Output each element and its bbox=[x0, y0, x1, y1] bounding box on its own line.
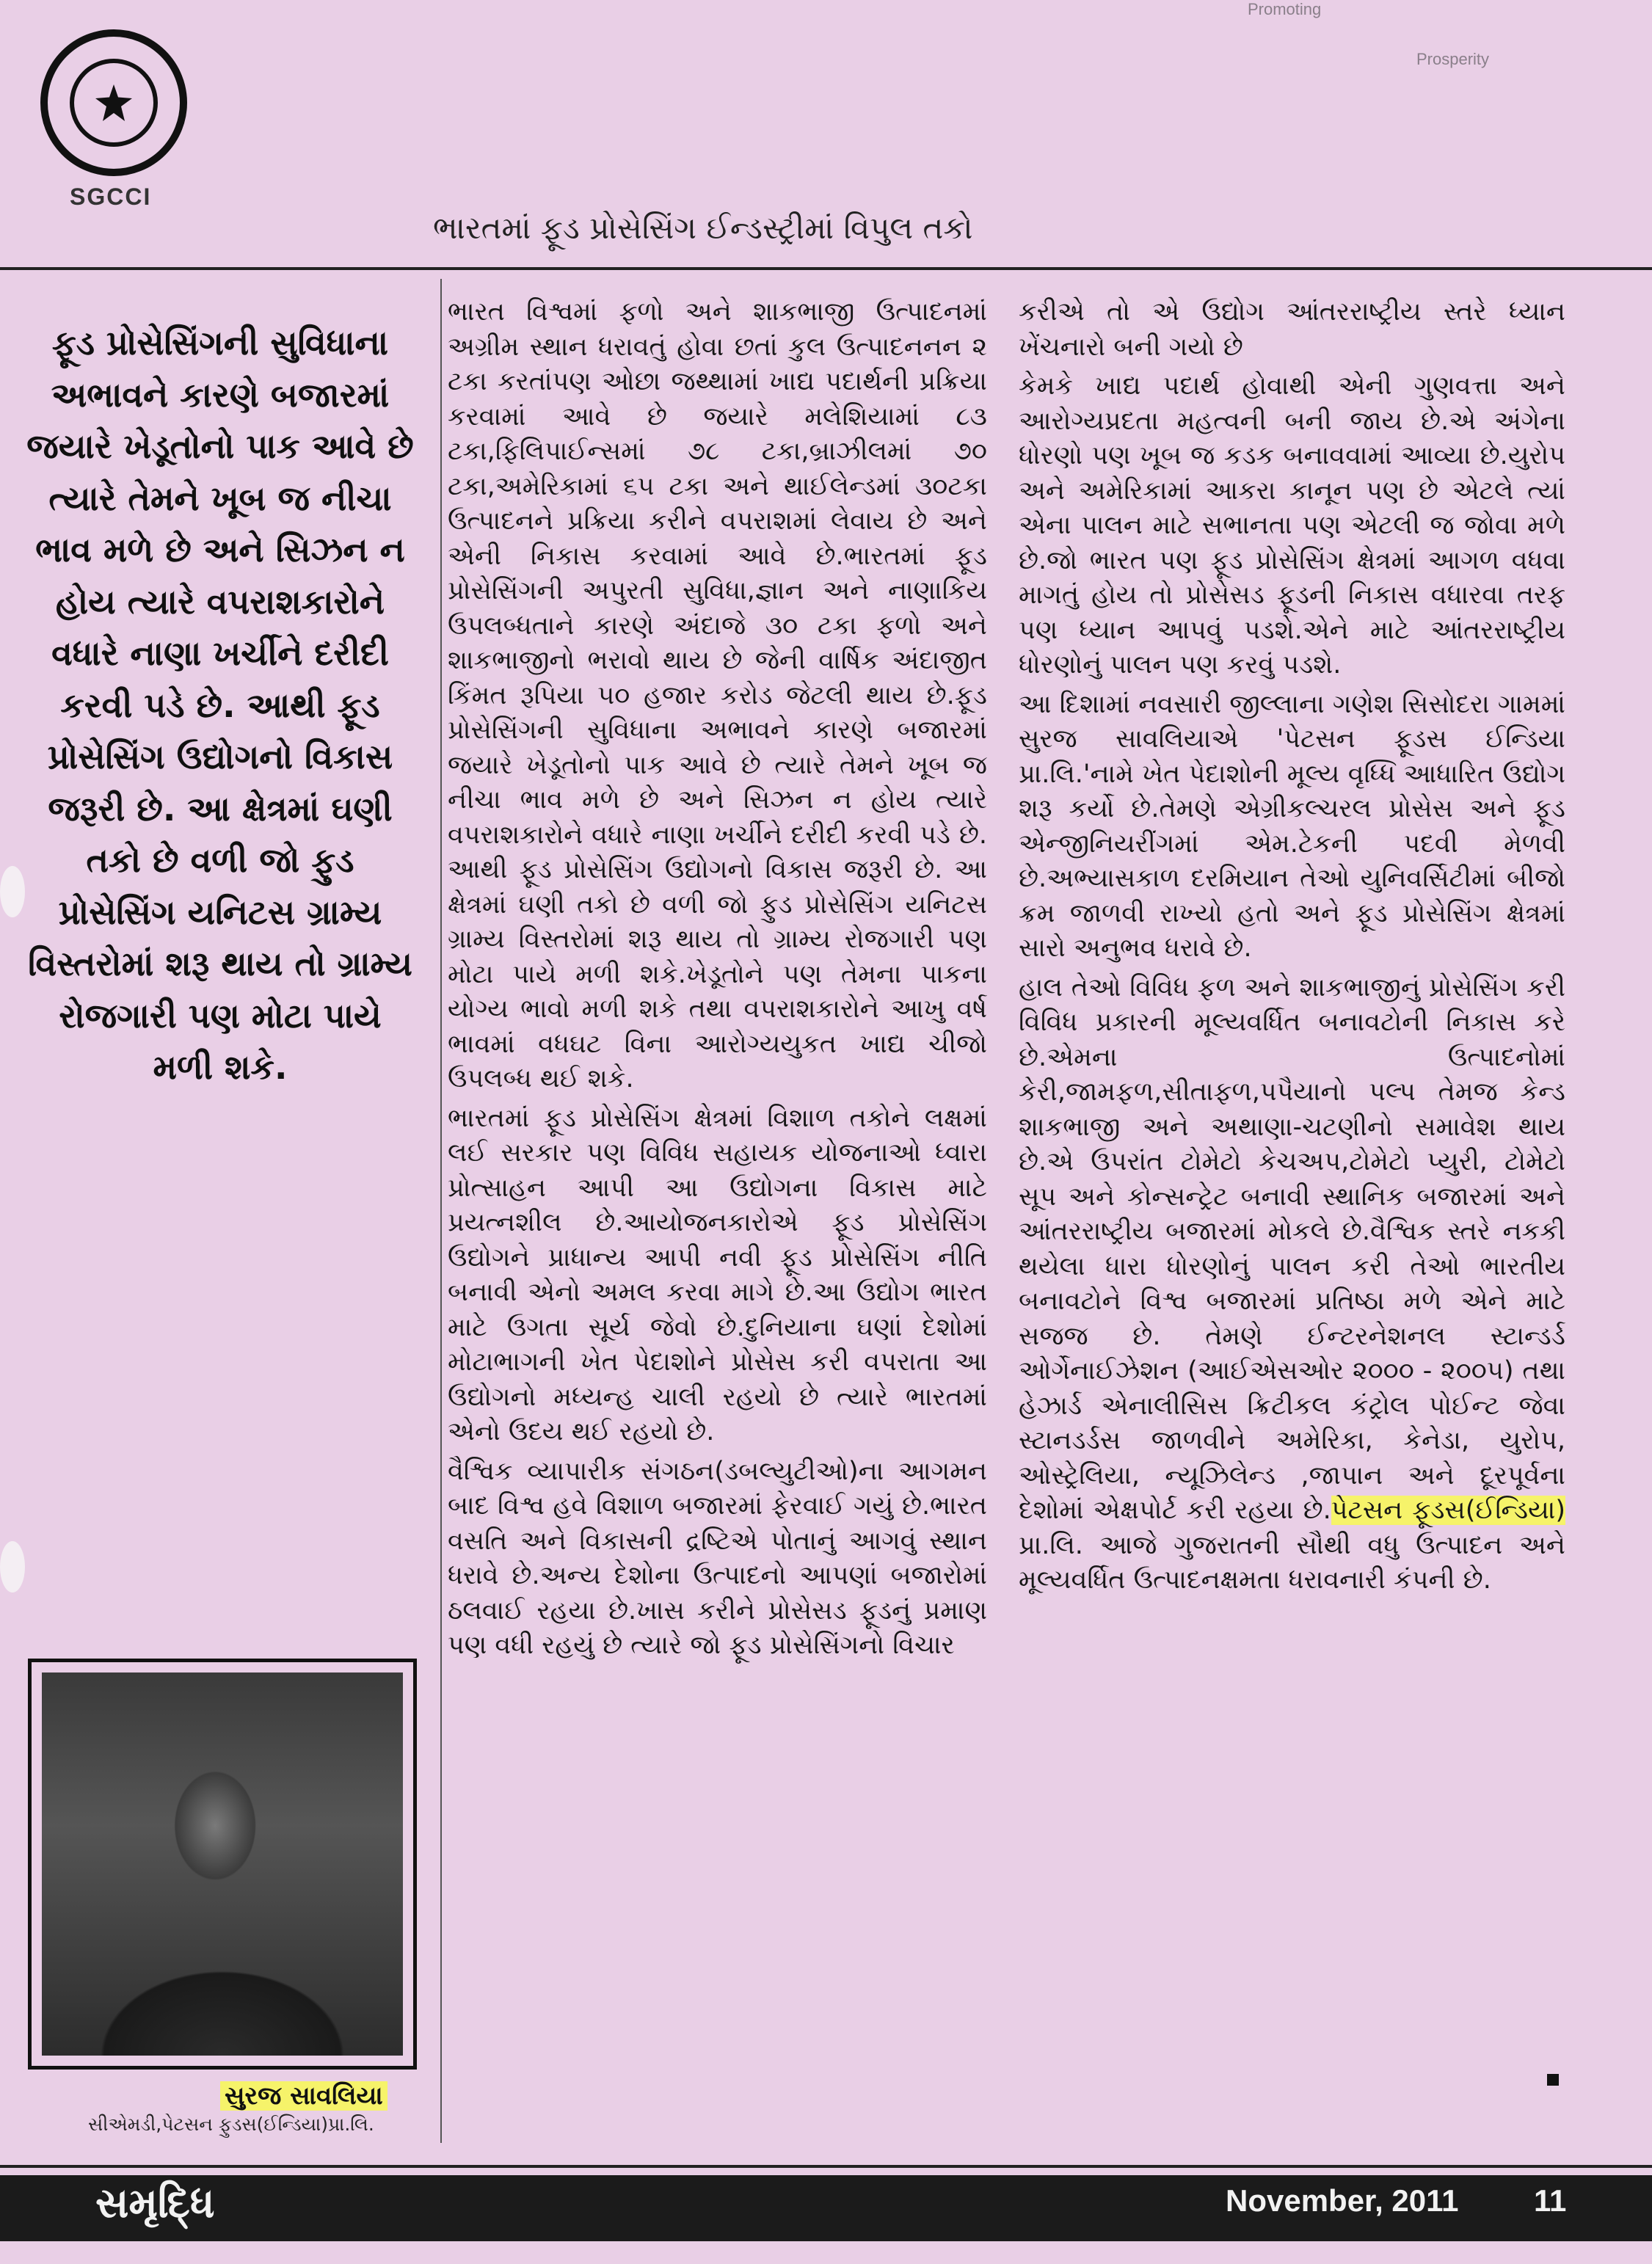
binder-hole bbox=[0, 866, 25, 917]
issue-date: November, 2011 bbox=[1226, 2183, 1459, 2218]
logo-label: SGCCI bbox=[70, 183, 152, 210]
article-column-right bbox=[1019, 295, 1565, 1603]
page-number: 11 bbox=[1534, 2183, 1567, 2218]
paragraph: ભારત વિશ્વમાં ફળો અને શાકભાજી ઉત્પાદનમાં અગ્રીમ સ્થાન ધરાવતું હોવા છતાં કુલ ઉત્પાદનનન ૨ ટકા કરતાંપણ ઓછા જથ્થામાં ખાદ્ય પદાર્થની પ્રક્રિયા કરવામાં આવે છે જયારે મલેશિયામાં ૮૩ ટકા,ફિલિપાઈન્સમાં ૭૮ ટકા,બ્રાઝીલમાં ૭૦ ટકા,અમેરિકામાં ૬૫ ટકા અને થાઈલેન્ડમાં ૩૦ટકા ઉત્પાદનને પ્રક્રિયા કરીને વપરાશમાં લેવાય છે અને એની નિકાસ કરવામાં આવે છે.ભારતમાં ફૂડ પ્રોસેસિંગની અપુરતી સુવિધા,જ્ઞાન અને નાણાકિય ઉપલબ્ધતાને કારણે અંદાજે ૩૦ ટકા ફળો અને શાકભાજીનો ભરાવો થાય છે જેની વાર્ષિક અંદાજીત કિંમત રૂપિયા ૫૦ હજાર કરોડ જેટલી થાય છે.ફૂડ પ્રોસેસિંગની સુવિધાના અભાવને કારણે બજારમાં જયારે ખેડૂતોનો પાક આવે છે ત્યારે તેમને ખૂબ જ નીચા ભાવ મળે છે અને સિઝન ન હોય ત્યારે વપરાશકારોને વધારે નાણા ખર્ચીને દરીદી કરવી પડે છે. આથી ફૂડ પ્રોસેસિંગ ઉદ્યોગનો વિકાસ જરૂરી છે. આ ક્ષેત્રમાં ઘણી તકો છે વળી જો ફુડ પ્રોસેસિંગ યનિટસ ગ્રામ્ય વિસ્તરોમાં શરૂ થાય તો ગ્રામ્ય રોજગારી પણ મોટા પાયે મળી શકે.ખેડૂતોને પણ તેમના પાકના યોગ્ય ભાવો મળી શકે તથા વપરાશકારોને આખુ વર્ષ ભાવમાં વધઘટ વિના આરોગ્યયુકત ખાદ્ય ચીજો ઉપલબ્ધ થઈ શકે. bbox=[448, 297, 987, 1093]
paragraph bbox=[1019, 971, 1565, 1598]
paragraph: આ દિશામાં નવસારી જીલ્લાના ગણેશ સિસોદરા ગામમાં સુરજ સાવલિયાએ 'પેટસન ફૂડસ ઈન્ડિયા પ્રા.લિ.'નામે ખેત પેદાશોની મૂલ્ય વૃધ્ધિ આધારિત ઉદ્યોગ શરૂ કર્યો છે.તેમણે એગ્રીકલ્ચરલ પ્રોસેસ અને ફૂડ એન્જીનિયરીંગમાં એમ.ટેકની પદવી મેળવી છે.અભ્યાસકાળ દરમિયાન તેઓ યુનિવર્સિટીમાં બીજો ક્રમ જાળવી રાખ્યો હતો અને ફૂડ પ્રોસેસિંગ ક્ષેત્રમાં સારો અનુભવ ધરાવે છે. bbox=[1019, 689, 1565, 963]
paragraph: કેમકે ખાદ્ય પદાર્થ હોવાથી એની ગુણવત્તા અને આરોગ્યપ્રદતા મહત્વની બની જાય છે.એ અંગેના ધોરણો પણ ખૂબ જ કડક બનાવવામાં આવ્યા છે.યુરોપ અને અમેરિકામાં આકરા કાનૂન પણ છે એટલે ત્યાં એના પાલન માટે સભાનતા પણ એટલી જ જોવા મળે છે.જો ભારત પણ ફૂડ પ્રોસેસિંગ ક્ષેત્રમાં આગળ વધવા માગતું હોય તો પ્રોસેસડ ફૂડની નિકાસ વધારવા તરફ પણ ધ્યાન આપવું પડશે.એને માટે આંતરરાષ્ટ્રીય ધોરણોનું પાલન પણ કરવું પડશે. bbox=[1019, 371, 1565, 680]
column-divider bbox=[440, 279, 442, 2143]
magazine-brand: સમૃદ્ધિ bbox=[95, 2180, 215, 2227]
pull-quote: ફૂડ પ્રોસેસિંગની સુવિધાના અભાવને કારણે બજારમાં જયારે ખેડૂતોનો પાક આવે છે ત્યારે તેમને ખૂબ જ નીચા ભાવ મળે છે અને સિઝન ન હોય ત્યારે વપરાશકારોને વધારે નાણા ખર્ચીને દરીદી કરવી પડે છે. આથી ફૂડ પ્રોસેસિંગ ઉદ્યોગનો વિકાસ જરૂરી છે. આ ક્ષેત્રમાં ઘણી તકો છે વળી જો ફુડ પ્રોસેસિંગ યનિટસ ગ્રામ્ય વિસ્તરોમાં શરૂ થાય તો ગ્રામ્ય રોજગારી પણ મોટા પાયે મળી શકે. bbox=[26, 323, 414, 1087]
highlighted-company: પેટસન ફૂડસ(ઈન્ડિયા) bbox=[1331, 1496, 1565, 1525]
paragraph: કરીએ તો એ ઉદ્યોગ આંતરરાષ્ટ્રીય સ્તરે ધ્યાન ખેંચનારો બની ગયો છે bbox=[1019, 297, 1565, 362]
paragraph: વૈશ્વિક વ્યાપારીક સંગઠન(ડબલ્યુટીઓ)ના આગમન બાદ વિશ્વ હવે વિશાળ બજારમાં ફેરવાઈ ગયું છે.ભારત વસતિ અને વિકાસની દ્રષ્ટિએ પોતાનું આગવું સ્થાન ધરાવે છે.અન્ય દેશોના ઉત્પાદનો આપણાં બજારોમાં ઠલવાઈ રહયા છે.ખાસ કરીને પ્રોસેસડ ફૂડનું પ્રમાણ પણ વધી રહયું છે ત્યારે જો ફૂડ પ્રોસેસિંગનો વિચાર bbox=[448, 1456, 987, 1660]
paragraph-body: હાલ તેઓ વિવિધ ફળ અને શાકભાજીનું પ્રોસેસિંગ કરી વિવિધ પ્રકારની મૂલ્યવર્ધિત બનાવટોની નિકાસ કરે છે.એમના ઉત્પાદનોમાં કેરી,જામફળ,સીતાફળ,પપૈયાનો પલ્પ તેમજ કેન્ડ શાકભાજી અને અથાણા-ચટણીનો સમાવેશ થાય છે.એ ઉપરાંત ટોમેટો કેચઅપ,ટોમેટો પ્યુરી, ટોમેટો સૂપ અને કોન્સન્ટ્રેટ બનાવી સ્થાનિક બજારમાં અને આંતરરાષ્ટ્રીય બજારમાં મોકલે છે.વૈશ્વિક સ્તરે નકકી થયેલા ધારા ધોરણોનું પાલન કરી તેઓ ભારતીય બનાવટોને વિશ્વ બજારમાં પ્રતિષ્ઠા મળે એને માટે સજજ છે. તેમણે ઈન્ટરનેશનલ સ્ટાન્ડર્ડ ઓર્ગેનાઈઝેશન (આઈએસઓર ૨૦૦૦ - ૨૦૦૫) તથા હેઝાર્ડ એનાલીસિસ ક્રિટીકલ કંટ્રોલ પોઈન્ટ જેવા સ્ટાનડર્ડસ જાળવીને અમેરિકા, કેનેડા, યુરોપ, ઓસ્ટ્રેલિયા, ન્યૂઝિલેન્ડ ,જાપાન અને દૂરપૂર્વના દેશોમાં એક્ષપોર્ટ કરી રહયા છે. bbox=[1019, 972, 1565, 1525]
article-column-middle bbox=[448, 295, 987, 1668]
person-photo-icon bbox=[42, 1672, 403, 2056]
sgcci-logo bbox=[40, 29, 187, 176]
photo-caption-name: સુરજ સાવલિયા bbox=[220, 2081, 387, 2111]
logo-emblem-icon bbox=[70, 59, 158, 147]
photo-caption-role: સીએમડી,પેટસન ફુડસ(ઈન્ડિયા)પ્રા.લિ. bbox=[88, 2114, 374, 2135]
paragraph-tail: પ્રા.લિ. આજે ગુજરાતની સૌથી વધુ ઉત્પાદન અને મૂલ્યવર્ધિત ઉત્પાદનક્ષમતા ધરાવનારી કંપની છે. bbox=[1019, 1530, 1565, 1595]
header-tagline-1: Promoting bbox=[1248, 0, 1322, 18]
header-tagline-2: Prosperity bbox=[1416, 50, 1490, 68]
end-of-article-mark bbox=[1547, 2074, 1559, 2086]
portrait-photo bbox=[28, 1659, 417, 2070]
paragraph: ભારતમાં ફૂડ પ્રોસેસિંગ ક્ષેત્રમાં વિશાળ તકોને લક્ષમાં લઈ સરકાર પણ વિવિધ સહાયક યોજનાઓ ધ્વારા પ્રોત્સાહન આપી આ ઉદ્યોગના વિકાસ માટે પ્રયત્નશીલ છે.આયોજનકારોએ ફૂડ પ્રોસેસિંગ ઉદ્યોગને પ્રાધાન્ય આપી નવી ફૂડ પ્રોસેસિંગ નીતિ બનાવી એનો અમલ કરવા માગે છે.આ ઉદ્યોગ ભારત માટે ઉગતા સૂર્ય જેવો છે.દુનિયાના ઘણાં દેશોમાં મોટાભાગની ખેત પેદાશોને પ્રોસેસ કરી વપરાતા આ ઉદ્યોગનો મધ્યન્હ ચાલી રહયો છે ત્યારે ભારતમાં એનો ઉદય થઈ રહયો છે. bbox=[448, 1103, 987, 1446]
binder-hole bbox=[0, 1541, 25, 1593]
footer-divider bbox=[0, 2165, 1652, 2168]
article-title: ભારતમાં ફૂડ પ્રોસેસિંગ ઈન્ડસ્ટ્રીમાં વિપુલ તકો bbox=[433, 210, 973, 246]
header-divider bbox=[0, 267, 1652, 270]
